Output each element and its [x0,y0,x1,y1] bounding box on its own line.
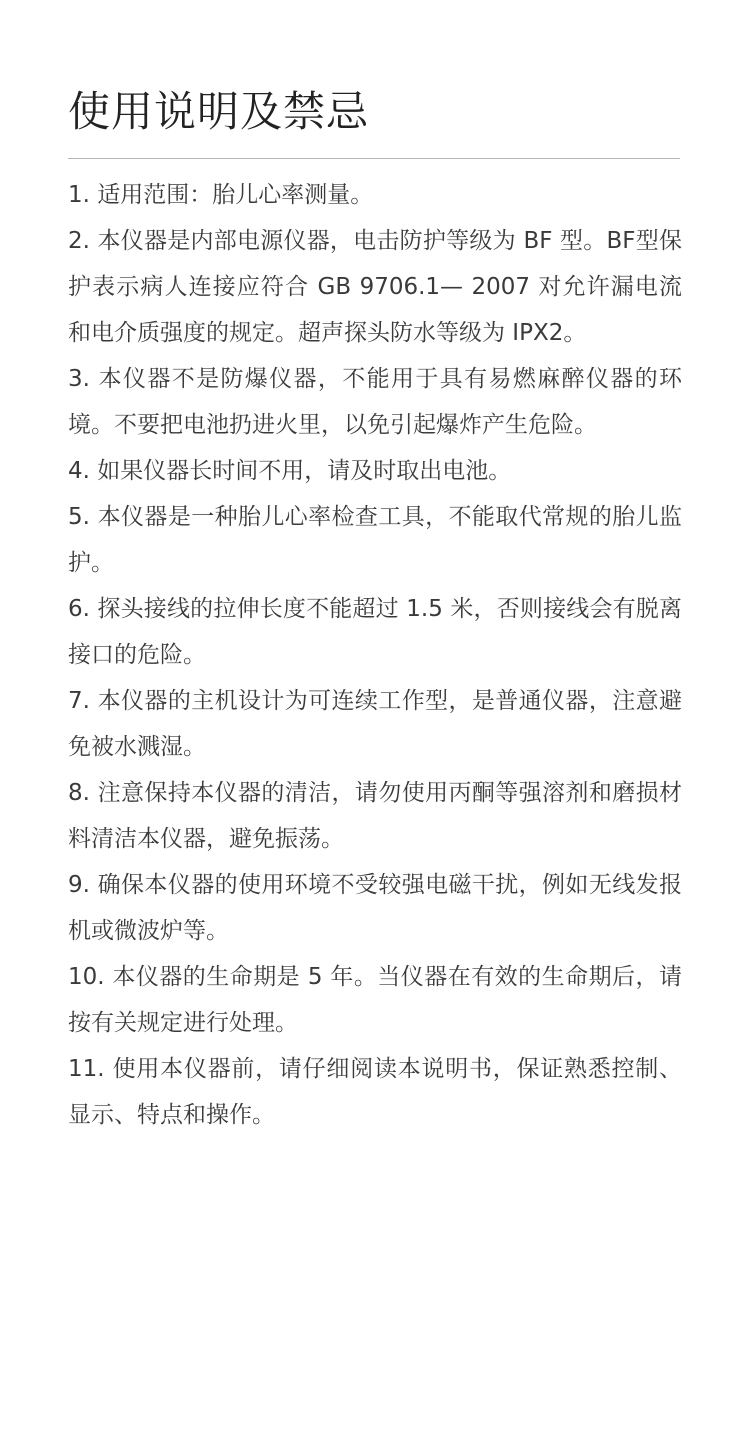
instruction-item-5: 5. 本仪器是一种胎儿心率检查工具，不能取代常规的胎儿监护。 [68,504,682,576]
instruction-item-4: 4. 如果仪器长时间不用，请及时取出电池。 [68,458,512,484]
instruction-item-6: 6. 探头接线的拉伸长度不能超过 1.5 米，否则接线会有脱离接口的危险。 [68,596,682,668]
instruction-item-8: 8. 注意保持本仪器的清洁，请勿使用丙酮等强溶剂和磨损材料清洁本仪器，避免振荡。 [68,780,682,852]
instruction-item-1: 1. 适用范围：胎儿心率测量。 [68,182,374,208]
instruction-list [68,172,682,1138]
instruction-item-7: 7. 本仪器的主机设计为可连续工作型，是普通仪器，注意避免被水溅湿。 [68,688,682,760]
instruction-item-11: 11. 使用本仪器前，请仔细阅读本说明书，保证熟悉控制、显示、特点和操作。 [68,1056,682,1128]
title-divider [68,158,680,159]
page-title: 使用说明及禁忌 [68,87,370,136]
instruction-item-9: 9. 确保本仪器的使用环境不受较强电磁干扰，例如无线发报机或微波炉等。 [68,872,682,944]
instruction-item-2: 2. 本仪器是内部电源仪器，电击防护等级为 BF 型。BF型保护表示病人连接应符合 GB 9706.1— 2007 对允许漏电流和电介质强度的规定。超声探头防水等级为 IPX2。 [68,228,682,346]
instruction-item-3: 3. 本仪器不是防爆仪器，不能用于具有易燃麻醉仪器的环境。不要把电池扔进火里，以免引起爆炸产生危险。 [68,366,682,438]
instruction-item-10: 10. 本仪器的生命期是 5 年。当仪器在有效的生命期后，请按有关规定进行处理。 [68,964,682,1036]
